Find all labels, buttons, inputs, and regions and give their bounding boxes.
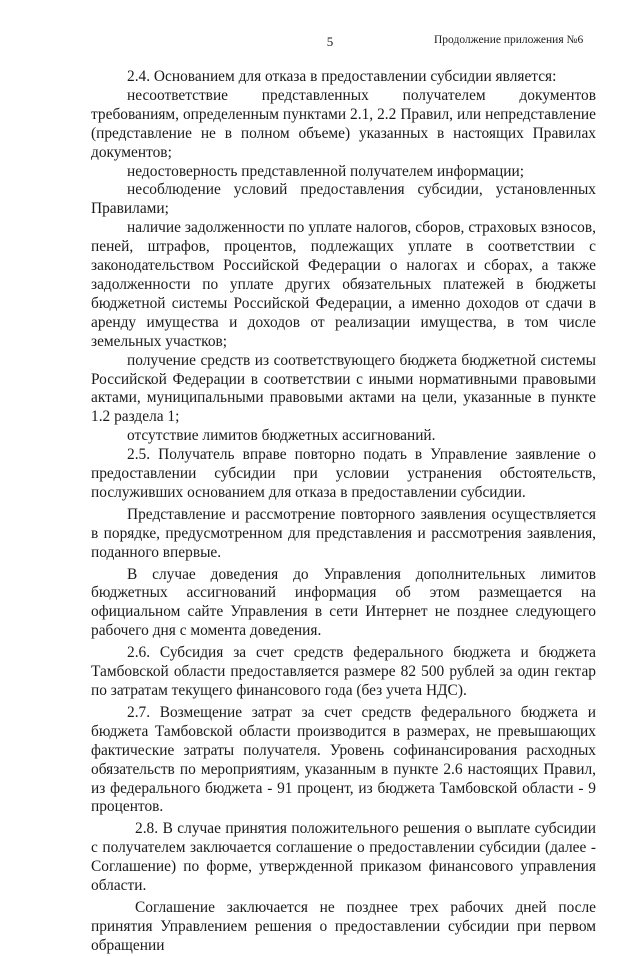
paragraph: недостоверность представленной получателем информации; — [127, 162, 525, 180]
document-body — [91, 68, 596, 956]
paragraph: 2.7. Возмещение затрат за счет средств федерального бюджета и бюджета Тамбовской области производится в размерах, не превышающих фактические затраты получателя. Уровень софинансирования расходных обязательств по мероприятиям, указанным в пункте 2.6 настоящих Правил, из федерального бюджета - 91 процент, из бюджета Тамбовской области - 9 процентов. — [91, 703, 596, 816]
paragraph: 2.6. Субсидия за счет средств федерального бюджета и бюджета Тамбовской области предоставляется размере 82 500 рублей за один гектар по затратам текущего финансового года (без учета НДС). — [91, 644, 596, 699]
paragraph: получение средств из соответствующего бюджета бюджетной системы Российской Федерации в соответствии с иными нормативными правовыми актами, муниципальными правовыми актами на цели, указанные в пункте 1.2 раздела 1; — [91, 351, 596, 426]
paragraph: 2.8. В случае принятия положительного решения о выплате субсидии с получателем заключается соглашение о предоставлении субсидии (далее - Соглашение) по форме, утвержденной приказом финансового управления области. — [91, 820, 596, 895]
paragraph: Представление и рассмотрение повторного заявления осуществляется в порядке, предусмотренном для представления и рассмотрения заявления, поданного впервые. — [91, 505, 596, 561]
paragraph: В случае доведения до Управления дополнительных лимитов бюджетных ассигнований информация об этом размещается на официальном сайте Управления в сети Интернет не позднее следующего рабочего дня с момента доведения. — [91, 565, 596, 640]
paragraph: 2.5. Получатель вправе повторно подать в Управление заявление о предоставлении субсидии при условии устранения обстоятельств, послуживших основанием для отказа в предоставлении субсидии. — [91, 446, 596, 501]
page-number: 5 — [326, 34, 334, 49]
paragraph: наличие задолженности по уплате налогов, сборов, страховых взносов, пеней, штрафов, процентов, подлежащих уплате в соответствии с законодательством Российской Федерации о налогах и сборах, а также задолженности по уплате других обязательных платежей в бюджеты бюджетной системы Российской Федерации, а именно доходов от сдачи в аренду имущества и доходов от реализации имущества, в том числе земельных участков; — [91, 219, 596, 350]
paragraph: Соглашение заключается не позднее трех рабочих дней после принятия Управлением решения о предоставлении субсидии при первом обращении — [91, 898, 596, 954]
paragraph: отсутствие лимитов бюджетных ассигнований. — [127, 427, 436, 445]
paragraph: несоблюдение условий предоставления субсидии, установленных Правилами; — [91, 181, 596, 218]
appendix-label: Продолжение приложения №6 — [434, 34, 584, 46]
paragraph: 2.4. Основанием для отказа в предоставлении субсидии является: — [127, 68, 557, 85]
paragraph: несоответствие представленных получателем документов требованиям, определенным пунктами 2.1, 2.2 Правил, или непредставление (представление не в полном объеме) указанных в настоящих Правилах документов; — [91, 86, 596, 161]
